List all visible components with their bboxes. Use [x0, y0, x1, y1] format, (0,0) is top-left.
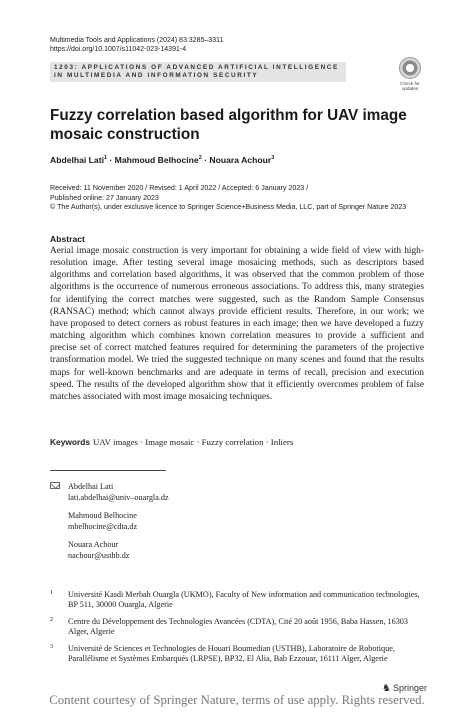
doi-link[interactable]: https://doi.org/10.1007/s11042-023-14391-4: [50, 46, 187, 54]
author-name[interactable]: Nouara Achour: [209, 155, 272, 165]
keywords-line: [50, 437, 293, 447]
copyright-notice: © The Author(s), under exclusive licence to Springer Science+Business Media, LLC, part of Springer Nature 2023: [50, 203, 407, 212]
affiliation-text: Université de Sciences et Technologies de Houari Boumedian (USTHB), Laboratoire de Robotique, Parallélisme et Systèmes Embarqués (LRPSE), BP32, El Alia, Bab Ezzouar, 16111 Alger, Algerie: [68, 643, 395, 664]
contact-entry: [68, 511, 169, 532]
affiliation-item: [50, 617, 428, 638]
author-affil-ref: 1: [103, 155, 108, 162]
courtesy-watermark: Content courtesy of Springer Nature, terms of use apply. Rights reserved.: [49, 693, 425, 707]
publisher-name: Springer: [392, 683, 427, 693]
author-affil-ref: 3: [271, 155, 275, 162]
author-name[interactable]: Abdelhai Lati: [50, 155, 104, 165]
contact-email[interactable]: lati.abdelhai@univ–ouargla.dz: [68, 492, 169, 502]
journal-citation: [50, 36, 223, 55]
check-updates-label: Check for updates: [400, 81, 420, 91]
contact-name: Mahmoud Belhocine: [68, 511, 137, 520]
author-affil-ref: 2: [198, 155, 202, 162]
author-separator: ·: [201, 155, 210, 165]
contact-email[interactable]: mbelhocine@cdta.dz: [68, 521, 138, 531]
banner-line-1: 1203: APPLICATIONS OF ADVANCED ARTIFICIAL INTELLIGENCE: [54, 64, 339, 71]
contact-email[interactable]: nachour@usthb.dz: [68, 550, 130, 560]
banner-line-2: IN MULTIMEDIA AND INFORMATION SECURITY: [54, 72, 259, 80]
footnote-divider: [50, 470, 166, 471]
keywords-list: UAV images · Image mosaic · Fuzzy correlation · Inliers: [93, 437, 294, 447]
history-dates: Received: 11 November 2020 / Revised: 1 April 2022 / Accepted: 6 January 2023 /: [50, 184, 309, 192]
affiliation-number: 2: [50, 616, 53, 623]
paper-title: Fuzzy correlation based algorithm for UAV image mosaic construction: [50, 107, 407, 143]
published-online: Published online: 27 January 2023: [50, 193, 159, 202]
abstract-text: Aerial image mosaic construction is very important for obtaining a wide field of view with high-resolution image. After testing several image mosaicing methods, such as descriptors based algorithms and correlation based algorithms, it was observed that the common problem of those algorithms is the occurrence of numerous erroneous associations. To address this, many strategies for identifying the correct matches were suggested, such as the Random Sample Consensus (RANSAC) method; which cannot always provide efficient results. Therefore, in our work; we have proposed to detect corners as robust features in each image; then we have developed a fuzzy matching algorithm which combines known correlation measures to provide a sufficient and precise set of correct matched features required for determining the parameters of the projective transformation model. We tried the suggested technique on many scenes and found that the results maps for well-known benchmarks and are adequate in terms of recall, precision and execution speed. The results of the developed algorithm show that it efficiently overcomes problem of false matches associated with most image mosaicing techniques.: [50, 246, 424, 402]
bookmark-icon: [399, 57, 421, 79]
contact-name: Nouara Achour: [68, 540, 119, 549]
contact-name: Abdelhai Lati: [68, 482, 114, 491]
journal-line: Multimedia Tools and Applications (2024) 83:3285–3311: [50, 37, 224, 44]
keywords-label: Keywords: [50, 437, 91, 447]
affiliation-item: [50, 644, 428, 665]
contact-entry: [50, 482, 169, 503]
springer-horse-icon: ♞: [382, 683, 391, 694]
affiliation-text: Centre du Développement des Technologies Avancées (CDTA), Cité 20 août 1956, Baba Hassen, 16303 Alger, Algerie: [68, 616, 408, 637]
affiliation-number: 3: [50, 643, 53, 650]
affiliations-list: [50, 590, 428, 670]
envelope-icon: [50, 482, 60, 489]
affiliation-item: [50, 590, 428, 611]
author-separator: ·: [107, 155, 115, 165]
affiliation-text: Université Kasdi Merbah Ouargla (UKMO), Faculty of New information and communication technologies, BP 511, 30000 Ouargla, Algerie: [68, 590, 420, 610]
correspondence-block: [50, 482, 169, 561]
contact-entry: [68, 540, 169, 561]
author-list: [50, 155, 274, 165]
check-for-updates-badge[interactable]: [393, 57, 427, 95]
publication-history: [50, 184, 406, 213]
affiliation-number: 1: [50, 590, 53, 596]
topical-collection-banner: [50, 62, 346, 82]
abstract-heading: Abstract: [50, 234, 85, 244]
author-name[interactable]: Mahmoud Belhocine: [114, 155, 199, 165]
